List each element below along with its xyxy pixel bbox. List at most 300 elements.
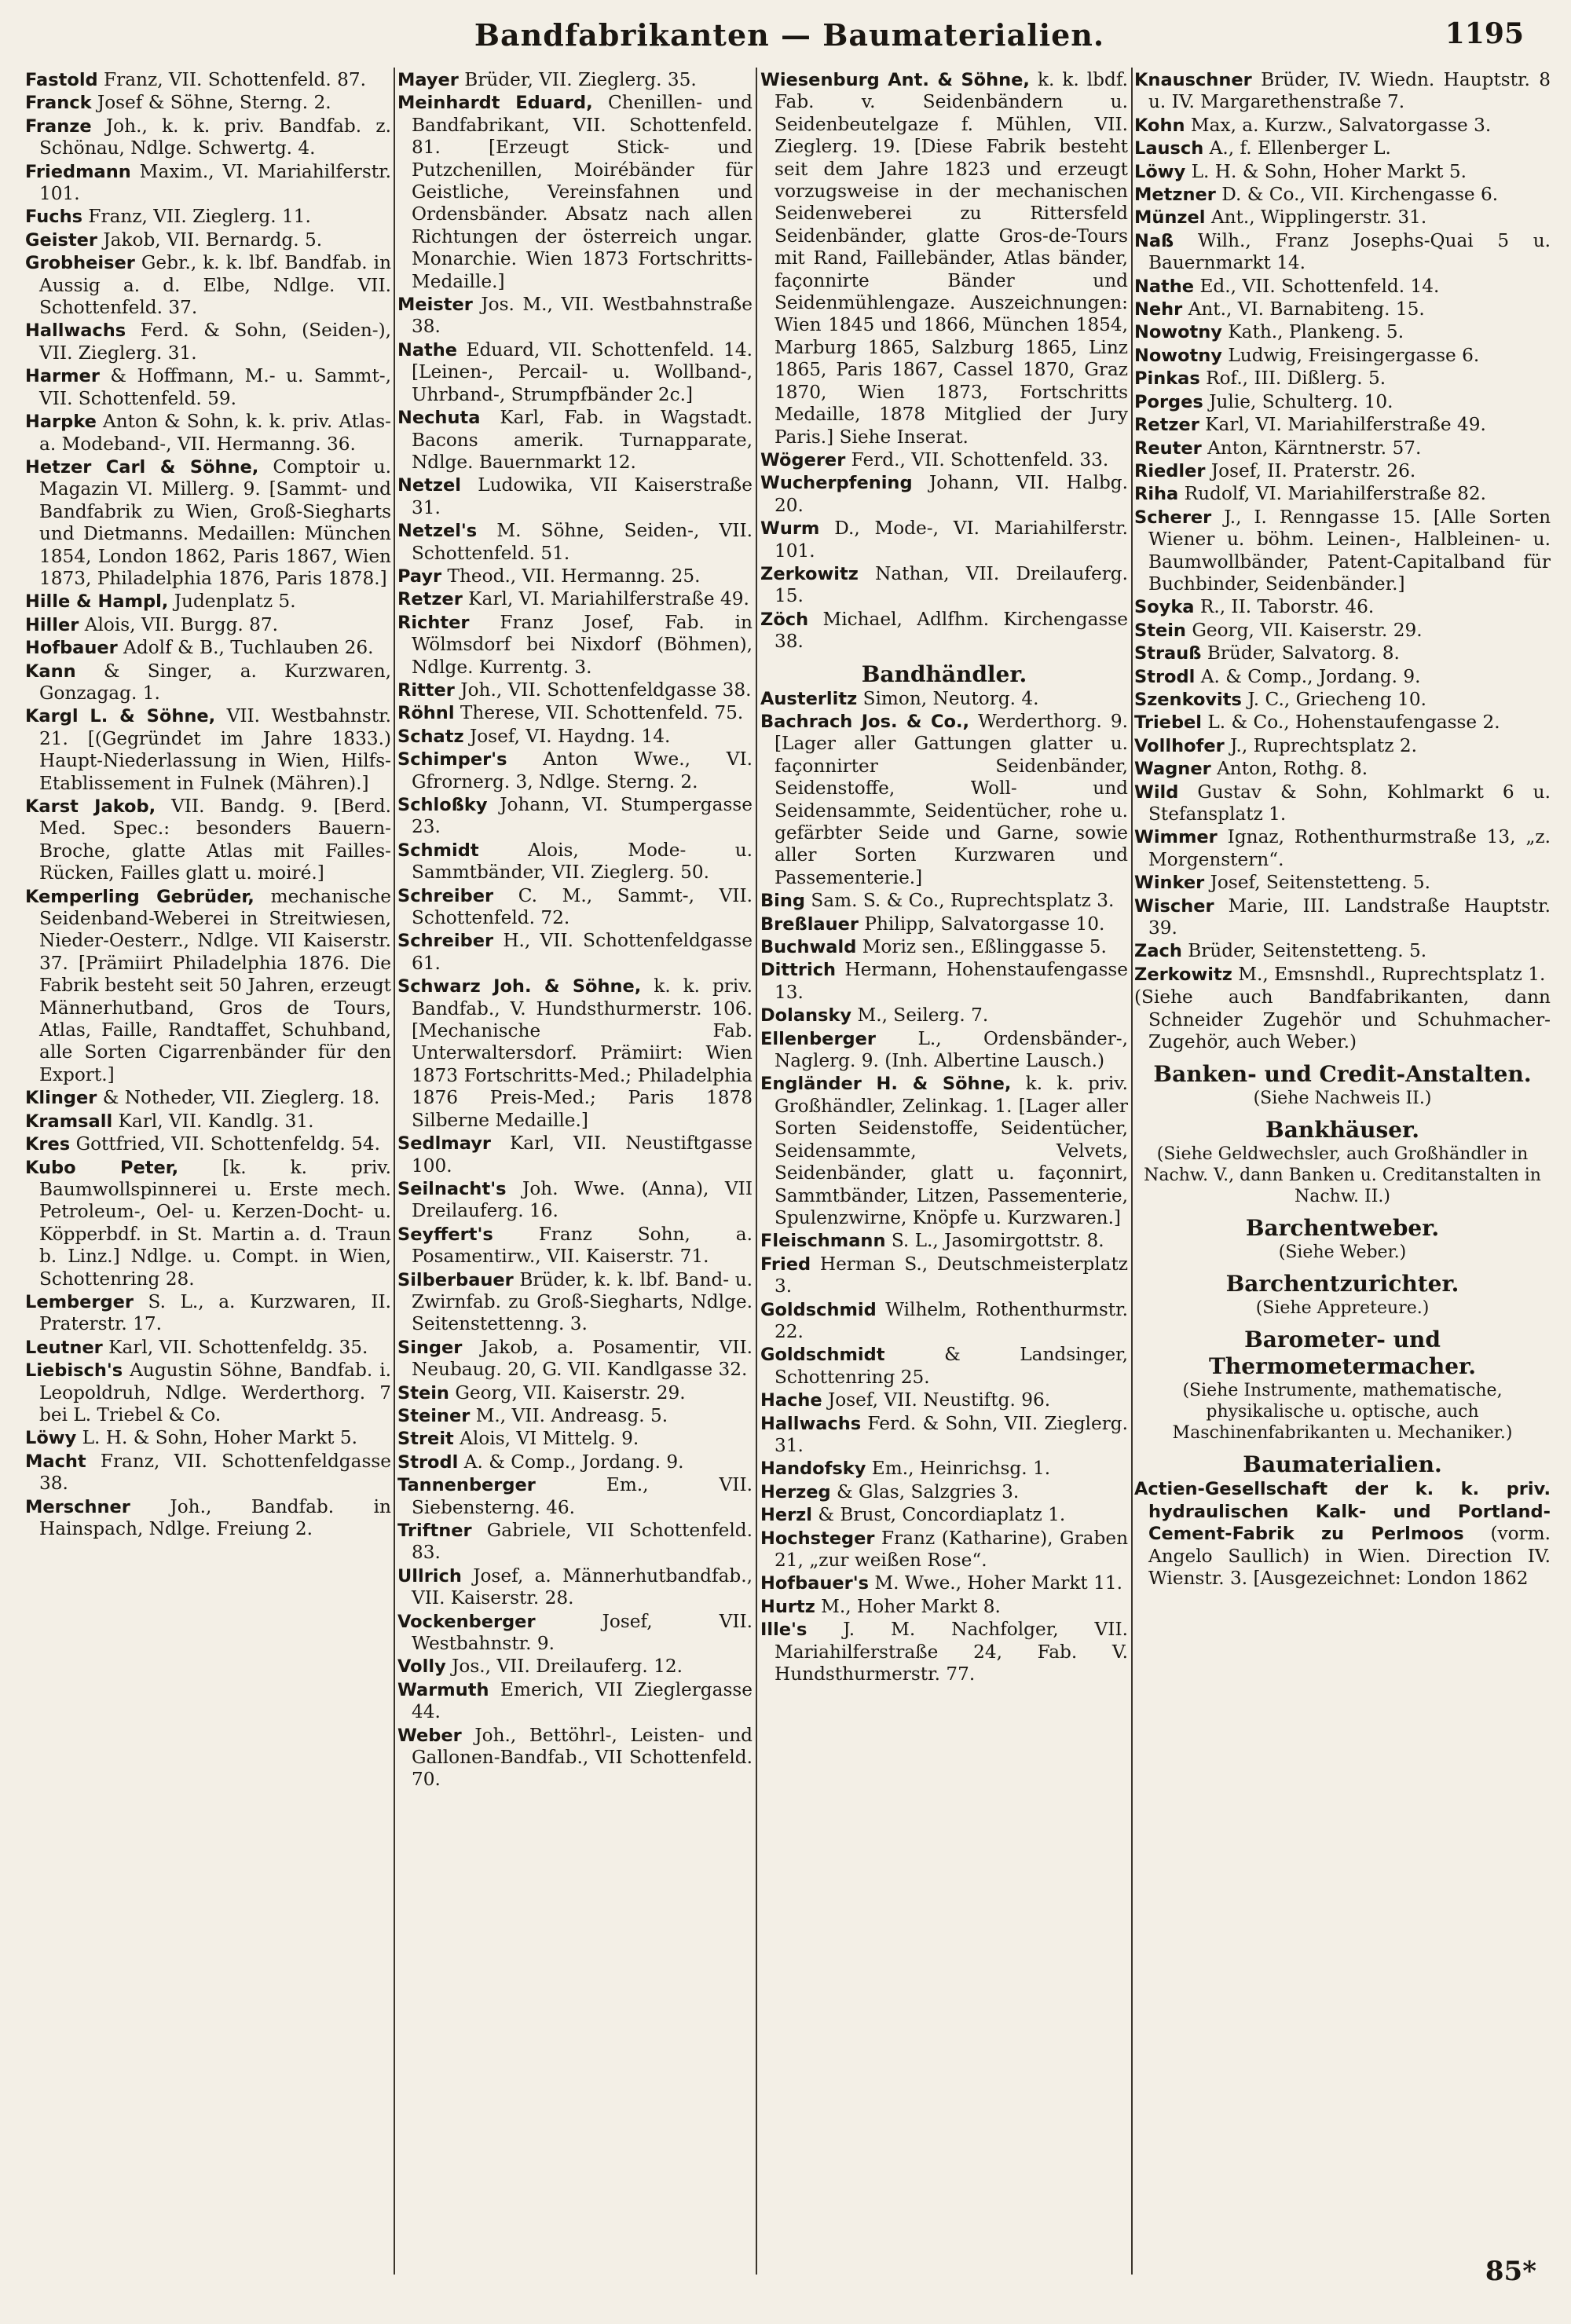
entry-name: Handofsky xyxy=(760,1458,866,1480)
entry-details: Ferd. & Sohn, (Seiden-), VII. Zieglerg. 31. xyxy=(39,320,391,364)
entry-name: Riha xyxy=(1134,484,1179,505)
column-1 xyxy=(25,69,391,2268)
directory-entry xyxy=(397,1474,753,1519)
entry-details: Rof., III. Dißlerg. 5. xyxy=(1206,368,1386,390)
entry-name: Schmidt xyxy=(397,840,479,861)
entry-details: M. Söhne, Seiden-, VII. Schottenfeld. 51. xyxy=(412,520,753,564)
entry-details: & Hoffmann, M.- u. Sammt-, VII. Schottenfeld. 59. xyxy=(39,365,391,409)
directory-entry xyxy=(397,1451,753,1473)
directory-entry xyxy=(25,637,391,659)
directory-entry xyxy=(760,1619,1128,1685)
directory-entry xyxy=(760,1572,1128,1594)
entry-details: VII. Bandg. 9. [Berd. Med. Spec.: besonders Bauern-Broche, glatte Atlas mit Failles-Rücken, Failles glatt u. moiré.] xyxy=(39,796,391,884)
entry-name: Silberbauer xyxy=(397,1269,514,1290)
entry-details: Franz Sohn, a. Posamentirw., VII. Kaiserstr. 71. xyxy=(412,1223,753,1268)
entry-name: Wögerer xyxy=(760,449,846,470)
entry-details: L. H. & Sohn, Hoher Markt 5. xyxy=(82,1427,357,1449)
entry-name: Nathe xyxy=(397,339,458,360)
entry-name: Kubo Peter, xyxy=(25,1157,179,1178)
entry-name: Strodl xyxy=(397,1451,459,1473)
entry-name: Singer xyxy=(397,1337,463,1358)
entry-details: & Notheder, VII. Zieglerg. 18. xyxy=(102,1087,380,1109)
directory-entry xyxy=(25,161,391,206)
section-heading: Barchentzurichter. xyxy=(1225,1271,1459,1297)
entry-details: Ludwig, Freisingergasse 6. xyxy=(1228,344,1480,366)
directory-entry xyxy=(397,1224,753,1268)
entry-name: Wild xyxy=(1134,781,1179,803)
directory-entry xyxy=(25,411,391,456)
directory-entry xyxy=(760,563,1128,608)
entry-name: Wimmer xyxy=(1134,827,1218,848)
entry-details: Joh., Bettöhrl-, Leisten- und Gallonen-Bandfab., VII Schottenfeld. 70. xyxy=(412,1724,753,1791)
entry-details: Therese, VII. Schottenfeld. 75. xyxy=(460,702,744,724)
entry-name: Hallwachs xyxy=(760,1413,862,1434)
directory-entry xyxy=(1134,368,1551,390)
entry-details: Anton, Rothg. 8. xyxy=(1217,758,1368,780)
entry-details: Ferd. & Sohn, VII. Zieglerg. 31. xyxy=(775,1412,1128,1456)
entry-details: M., VII. Andreasg. 5. xyxy=(475,1404,668,1426)
entry-name: Ritter xyxy=(397,679,455,701)
directory-entry xyxy=(1134,483,1551,505)
directory-entry xyxy=(397,294,753,339)
entry-details: k. k. lbdf. Fab. v. Seidenbändern u. Seidenbeutelgaze f. Mühlen, VII. Zieglerg. 19. [Diese Fabrik besteht seit dem Jahre 1823 und erzeugt vorzugsweise in der mechanischen Seidenweberei zu Rittersfeld Seidenbänder, glatte Gros-de-Tours mit Rand, Faillebänder, Atlas bänder, façonnirte Bänder und Seidenmühlengaze. Auszeichnungen: Wien 1845 und 1866, München 1854, Marburg 1865, Salzburg 1865, Linz 1865, Paris 1867, Cassel 1870, Graz 1870, Wien 1873, Fortschritts Medaille, 1878 Mitglied der Jury Paris.] Siehe Inserat. xyxy=(775,69,1128,448)
entry-details: Franz Josef, Fab. in Wölmsdorf bei Nixdorf (Böhmen), Ndlge. Kurrentg. 3. xyxy=(412,611,753,678)
directory-entry xyxy=(760,711,1128,889)
entry-details: Karl, Fab. in Wagstadt. Bacons amerik. Turnapparate, Ndlge. Bauernmarkt 12. xyxy=(412,407,753,473)
entry-name: Riedler xyxy=(1134,460,1206,481)
entry-details: Herman S., Deutschmeisterplatz 3. xyxy=(775,1253,1128,1297)
entry-details: Adolf & B., Tuchlauben 26. xyxy=(123,637,374,659)
directory-entry xyxy=(25,886,391,1087)
entry-details: Ed., VII. Schottenfeld. 14. xyxy=(1199,275,1440,297)
entry-name: Winker xyxy=(1134,873,1205,894)
directory-entry xyxy=(397,840,753,884)
entry-name: Scherer xyxy=(1134,507,1212,528)
entry-details: Georg, VII. Kaiserstr. 29. xyxy=(1192,619,1423,641)
directory-entry xyxy=(25,1111,391,1133)
entry-name: Pinkas xyxy=(1134,368,1200,390)
directory-entry xyxy=(760,1528,1128,1572)
entry-name: Meinhardt Eduard, xyxy=(397,93,593,114)
directory-entry xyxy=(1134,620,1551,642)
entry-details: Michael, Adlfhm. Kirchengasse 38. xyxy=(775,608,1128,653)
entry-name: Liebisch's xyxy=(25,1360,123,1382)
entry-details: M., Hoher Markt 8. xyxy=(821,1595,1001,1617)
directory-entry xyxy=(25,705,391,795)
entry-name: Triebel xyxy=(1134,712,1203,734)
directory-entry xyxy=(397,1679,753,1724)
entry-name: Zerkowitz xyxy=(760,563,859,584)
directory-entry xyxy=(1134,69,1551,114)
entry-details: Alois, VII. Burgg. 87. xyxy=(84,613,279,635)
entry-details: Karl, VII. Schottenfeldg. 35. xyxy=(108,1336,368,1358)
entry-details: L., Ordensbänder-, Naglerg. 9. (Inh. Albertine Lausch.) xyxy=(775,1027,1128,1072)
directory-entry xyxy=(760,1596,1128,1618)
entry-details: D. & Co., VII. Kirchengasse 6. xyxy=(1221,184,1499,206)
entry-name: Hetzer Carl & Söhne, xyxy=(25,456,259,478)
entry-name: Vockenberger xyxy=(397,1611,536,1632)
entry-name: Macht xyxy=(25,1451,86,1472)
entry-name: Dittrich xyxy=(760,960,837,981)
entry-details: Karl, VI. Mariahilferstraße 49. xyxy=(1205,414,1486,436)
entry-name: Mayer xyxy=(397,70,459,90)
entry-name: Leutner xyxy=(25,1337,103,1358)
directory-entry xyxy=(397,679,753,701)
entry-details: M., Seilerg. 7. xyxy=(857,1005,989,1027)
directory-entry xyxy=(760,688,1128,710)
entry-name: Goldschmid xyxy=(760,1299,877,1320)
directory-entry xyxy=(397,1520,753,1565)
entry-name: Actien-Gesellschaft der k. k. priv. hydraulischen Kalk- und Portland-Cement-Fabrik zu Perlmoos xyxy=(1134,1479,1551,1545)
entry-name: Zach xyxy=(1134,941,1182,962)
directory-entry xyxy=(25,614,391,636)
entry-name: Schatz xyxy=(397,726,464,747)
entry-name: Porges xyxy=(1134,391,1203,412)
entry-name: Szenkovits xyxy=(1134,689,1242,710)
entry-name: Breßlauer xyxy=(760,913,859,935)
entry-details: M., Emsnshdl., Ruprechtsplatz 1. xyxy=(1238,963,1546,985)
directory-entry xyxy=(1134,596,1551,618)
entry-name: Franck xyxy=(25,93,92,114)
entry-name: Dolansky xyxy=(760,1005,852,1027)
entry-details: Brüder, VII. Zieglerg. 35. xyxy=(464,69,697,90)
entry-name: Schreiber xyxy=(397,885,494,906)
entry-details: Franz, VII. Schottenfeld. 87. xyxy=(104,69,366,90)
entry-details: Augustin Söhne, Bandfab. i. Leopoldruh, Ndlge. Werderthorg. 7 bei L. Triebel & Co. xyxy=(39,1360,391,1426)
directory-entry xyxy=(1134,826,1551,871)
directory-entry xyxy=(1134,391,1551,413)
directory-entry xyxy=(1134,507,1551,596)
directory-entry xyxy=(25,661,391,705)
directory-entry xyxy=(1134,345,1551,367)
entry-details: Johann, VI. Stumpergasse 23. xyxy=(412,794,753,838)
directory-entry xyxy=(25,206,391,228)
directory-entry xyxy=(397,565,753,587)
entry-details: Franz (Katharine), Graben 21, „zur weißen Rose“. xyxy=(775,1527,1128,1571)
directory-entry xyxy=(760,959,1128,1004)
entry-name: Tannenberger xyxy=(397,1475,536,1496)
entry-name: Nechuta xyxy=(397,408,481,429)
entry-details: Joh. Wwe. (Anna), VII Dreilauferg. 16. xyxy=(412,1177,753,1222)
entry-name: Kann xyxy=(25,661,76,682)
entry-name: Wurm xyxy=(760,518,820,540)
entry-details: Joh., Bandfab. in Hainspach, Ndlge. Freiung 2. xyxy=(39,1495,391,1539)
entry-name: Metzner xyxy=(1134,185,1216,206)
directory-entry xyxy=(25,1133,391,1155)
entry-details: M. Wwe., Hoher Markt 11. xyxy=(874,1572,1122,1594)
directory-entry xyxy=(1134,964,1551,986)
entry-details: Brüder, k. k. lbf. Band- u. Zwirnfab. zu Groß-Siegharts, Ndlge. Seitenstettenng. 3. xyxy=(412,1268,753,1335)
entry-details: Philipp, Salvatorgasse 10. xyxy=(864,913,1105,935)
entry-details: Joh., k. k. priv. Bandfab. z. Schönau, Ndlge. Schwertg. 4. xyxy=(39,115,391,159)
directory-entry xyxy=(397,1565,753,1610)
entry-details: Marie, III. Landstraße Hauptstr. 39. xyxy=(1148,895,1551,939)
directory-entry xyxy=(397,1269,753,1336)
entry-details: Josef, Seitenstetteng. 5. xyxy=(1210,872,1430,894)
entry-name: Payr xyxy=(397,565,442,587)
entry-details: k. k. priv. Bandfab., V. Hundsthurmerstr. 106. [Mechanische Fab. Unterwaltersdorf. Prämiirt: Wien 1873 Fortschritts-Med.; Philadelphia 1876 Preis-Med.; Paris 1878 Silberne Medaille.] xyxy=(412,975,753,1131)
directory-entry xyxy=(25,796,391,885)
entry-details: J., I. Renngasse 15. [Alle Sorten Wiener u. böhm. Leinen-, Halbleinen- u. Baumwollbänder, Patent-Capitalband für Buchbinder, Seidenbänder.] xyxy=(1148,506,1551,595)
entry-name: Fried xyxy=(760,1253,811,1275)
entry-name: Kres xyxy=(25,1134,71,1155)
entry-name: Lemberger xyxy=(25,1291,134,1312)
entry-name: Geister xyxy=(25,229,97,251)
section-heading: Barchentweber. xyxy=(1245,1215,1440,1242)
directory-entry xyxy=(760,449,1128,471)
entry-name: Weber xyxy=(397,1725,462,1746)
entry-details: VII. Westbahnstr. 21. [(Gegründet im Jahre 1833.) Haupt-Niederlassung in Wien, Hilfs-Etablissement in Fulnek (Mähren).] xyxy=(39,705,391,794)
directory-entry xyxy=(1134,872,1551,894)
entry-details: J., Ruprechtsplatz 2. xyxy=(1230,734,1417,756)
entry-name: Bachrach Jos. & Co., xyxy=(760,711,970,732)
entry-details: A. & Comp., Jordang. 9. xyxy=(1200,665,1421,687)
directory-entry xyxy=(397,612,753,679)
entry-details: Eduard, VII. Schottenfeld. 14. [Leinen-, Percail- u. Wollband-, Uhrband-, Strumpfbänder 2c.] xyxy=(412,339,753,405)
directory-entry xyxy=(397,1133,753,1177)
directory-entry xyxy=(25,1360,391,1426)
directory-entry xyxy=(397,1725,753,1791)
directory-entry xyxy=(1134,207,1551,229)
entry-details: Franz, VII. Schottenfeldgasse 38. xyxy=(39,1450,391,1495)
column-rule xyxy=(1131,68,1133,2275)
directory-entry xyxy=(25,1087,391,1109)
entry-name: Hiller xyxy=(25,614,79,635)
directory-entry xyxy=(1134,1478,1551,1590)
directory-entry xyxy=(397,1405,753,1427)
entry-details: Josef, VII. Neustiftg. 96. xyxy=(828,1389,1051,1411)
entry-name: Strodl xyxy=(1134,666,1196,687)
directory-entry xyxy=(1134,298,1551,320)
entry-details: Gottfried, VII. Schottenfeldg. 54. xyxy=(75,1133,380,1155)
entry-details: Kath., Plankeng. 5. xyxy=(1228,321,1404,343)
entry-name: Fastold xyxy=(25,70,98,90)
entry-details: C. M., Sammt-, VII. Schottenfeld. 72. xyxy=(412,884,753,929)
entry-name: Röhnl xyxy=(397,703,455,724)
entry-details: Maxim., VI. Mariahilferstr. 101. xyxy=(39,160,391,205)
directory-entry xyxy=(25,252,391,319)
entry-details: Josef & Söhne, Sterng. 2. xyxy=(97,92,331,114)
entry-name: Ille's xyxy=(760,1619,807,1641)
entry-name: Streit xyxy=(397,1429,454,1450)
entry-name: Karst Jakob, xyxy=(25,796,156,817)
entry-details: Karl, VII. Kandlg. 31. xyxy=(118,1110,314,1132)
directory-entry xyxy=(25,1291,391,1336)
entry-name: Meister xyxy=(397,295,473,316)
entry-name: Nowotny xyxy=(1134,322,1222,343)
entry-name: Schloßky xyxy=(397,795,488,815)
directory-entry xyxy=(1134,642,1551,664)
directory-entry xyxy=(1134,161,1551,183)
directory-entry xyxy=(397,794,753,839)
directory-entry xyxy=(397,339,753,406)
entry-name: Schreiber xyxy=(397,931,494,952)
entry-details: Gabriele, VII Schottenfeld. 83. xyxy=(412,1520,753,1564)
entry-details: R., II. Taborstr. 46. xyxy=(1199,596,1375,618)
directory-entry xyxy=(760,913,1128,935)
column-rule xyxy=(756,68,757,2275)
entry-details: J. C., Griecheng 10. xyxy=(1247,688,1426,710)
directory-entry xyxy=(397,726,753,748)
directory-entry xyxy=(25,115,391,160)
directory-entry xyxy=(1134,689,1551,711)
directory-entry xyxy=(760,609,1128,653)
section-heading: Bankhäuser. xyxy=(1265,1117,1419,1144)
entry-details: L. H. & Sohn, Hoher Markt 5. xyxy=(1191,160,1467,182)
directory-entry xyxy=(1134,321,1551,343)
directory-entry xyxy=(25,365,391,410)
entry-name: Zerkowitz xyxy=(1134,964,1232,985)
directory-entry xyxy=(760,1299,1128,1344)
directory-entry xyxy=(25,69,391,91)
column-3 xyxy=(760,69,1128,2268)
directory-entry xyxy=(25,591,391,613)
directory-entry xyxy=(397,92,753,293)
entry-name: Bing xyxy=(760,891,805,912)
entry-details: Jakob, a. Posamentir, VII. Neubaug. 20, G. VII. Kandlgasse 32. xyxy=(412,1336,753,1381)
entry-name: Harmer xyxy=(25,366,100,387)
entry-details: L. & Co., Hohenstaufengasse 2. xyxy=(1207,712,1500,734)
entry-name: Naß xyxy=(1134,230,1174,251)
entry-details: Karl, VI. Mariahilferstraße 49. xyxy=(468,588,749,610)
directory-entry xyxy=(760,1073,1128,1229)
entry-name: Seyffert's xyxy=(397,1224,493,1245)
entry-name: Reuter xyxy=(1134,437,1202,459)
entry-details: Joh., VII. Schottenfeldgasse 38. xyxy=(460,679,752,701)
page-header xyxy=(24,17,1555,64)
directory-entry xyxy=(397,69,753,91)
entry-details: Josef, VII. Westbahnstr. 9. xyxy=(412,1610,753,1655)
directory-entry xyxy=(397,1178,753,1223)
entry-name: Triftner xyxy=(397,1521,472,1541)
entry-name: Volly xyxy=(397,1656,446,1678)
directory-entry xyxy=(1134,276,1551,298)
entry-name: Hofbauer's xyxy=(760,1573,870,1594)
entry-details: Ant., Wipplingerstr. 31. xyxy=(1210,207,1427,229)
directory-entry xyxy=(1134,437,1551,459)
directory-entry xyxy=(760,1230,1128,1252)
entry-name: Sedlmayr xyxy=(397,1133,491,1155)
directory-entry xyxy=(760,472,1128,517)
entry-details: Anton, Kärntnerstr. 57. xyxy=(1207,437,1422,459)
directory-entry xyxy=(397,975,753,1132)
entry-name: Ullrich xyxy=(397,1565,462,1587)
entry-name: Fuchs xyxy=(25,207,83,228)
entry-name: Seilnacht's xyxy=(397,1178,507,1199)
entry-name: Herzeg xyxy=(760,1481,831,1502)
directory-entry xyxy=(397,407,753,474)
entry-details: Werderthorg. 9. [Lager aller Gattungen glatter u. façonnirter Seidenbänder, Seidenstoffe, Woll- und Seidensammte, Seidentücher, rohe u. gefärbter Seide und Garne, sowie aller Sorten Kurzwaren und Passementerie.] xyxy=(775,710,1128,888)
cross-reference-note: (Siehe auch Bandfabrikanten, dann Schneider Zugehör und Schuhmacher-Zugehör, auch Weber.) xyxy=(1134,986,1551,1053)
directory-entry xyxy=(25,1496,391,1541)
page-number: 1195 xyxy=(1445,17,1524,50)
entry-details: Josef, VI. Haydng. 14. xyxy=(469,725,671,747)
entry-name: Wagner xyxy=(1134,759,1211,780)
entry-details: Nathan, VII. Dreilauferg. 15. xyxy=(775,562,1128,607)
directory-entry xyxy=(760,1253,1128,1298)
entry-details: k. k. priv. Großhändler, Zelinkag. 1. [Lager aller Sorten Seidenstoffe, Seidentücher, Seidensammte, Velvets, Seidenbänder, glatt u. façonnirt, Sammtbänder, Litzen, Passementerie, Spulenzwirne, Knöpfe u. Kurzwaren.] xyxy=(775,1073,1128,1228)
entry-name: Netzel's xyxy=(397,521,478,542)
entry-name: Friedmann xyxy=(25,161,131,182)
cross-reference-note: (Siehe Instrumente, mathematische, physikalische u. optische, auch Maschinenfabrikanten u. Mechaniker.) xyxy=(1172,1381,1513,1444)
entry-name: Strauß xyxy=(1134,643,1202,664)
directory-entry xyxy=(1134,895,1551,940)
entry-name: Hofbauer xyxy=(25,638,118,659)
section-heading: Baumaterialien. xyxy=(1243,1451,1442,1478)
entry-details: Brüder, IV. Wiedn. Hauptstr. 8 u. IV. Margarethenstraße 7. xyxy=(1148,69,1551,113)
entry-details: Jos., VII. Dreilauferg. 12. xyxy=(452,1656,683,1678)
section-heading: Banken- und Credit-Anstalten. xyxy=(1153,1061,1532,1088)
entry-details: Wilh., Franz Josephs-Quai 5 u. Bauernmarkt 14. xyxy=(1148,229,1551,274)
entry-name: Kargl L. & Söhne, xyxy=(25,706,216,727)
entry-name: Fleischmann xyxy=(760,1231,886,1252)
directory-entry xyxy=(397,1428,753,1450)
cross-reference-note: (Siehe Appreteure.) xyxy=(1255,1298,1430,1319)
directory-entry xyxy=(1134,735,1551,757)
entry-details: Brüder, Seitenstetteng. 5. xyxy=(1188,940,1427,962)
entry-details: Max, a. Kurzw., Salvatorgasse 3. xyxy=(1190,114,1492,136)
entry-details: Anton Wwe., VI. Gfrornerg. 3, Ndlge. Sterng. 2. xyxy=(412,748,753,792)
section-heading: Barometer- und Thermometermacher. xyxy=(1209,1327,1476,1380)
directory-entry xyxy=(760,1005,1128,1027)
directory-entry xyxy=(397,1382,753,1404)
signature-mark: 85* xyxy=(1485,2256,1536,2287)
entry-details: Judenplatz 5. xyxy=(174,591,296,613)
directory-entry xyxy=(397,885,753,930)
entry-name: Nowotny xyxy=(1134,345,1222,366)
entry-details: Gustav & Sohn, Kohlmarkt 6 u. Stefansplatz 1. xyxy=(1148,781,1551,825)
entry-name: Hallwachs xyxy=(25,320,126,342)
entry-details: Ignaz, Rothenthurmstraße 13, „z. Morgenstern“. xyxy=(1148,826,1551,870)
directory-entry xyxy=(397,930,753,975)
directory-entry xyxy=(760,1344,1128,1389)
directory-entry xyxy=(397,1611,753,1656)
directory-entry xyxy=(25,1451,391,1495)
entry-details: Alois, Mode- u. Sammtbänder, VII. Zieglerg. 50. xyxy=(412,839,753,884)
entry-name: Löwy xyxy=(1134,161,1186,182)
entry-name: Wischer xyxy=(1134,895,1214,917)
directory-entry xyxy=(397,1337,753,1382)
directory-entry xyxy=(397,520,753,565)
entry-name: Steiner xyxy=(397,1405,471,1426)
entry-details: & Brust, Concordiaplatz 1. xyxy=(818,1504,1066,1526)
entry-details: J. M. Nachfolger, VII. Mariahilferstraße 24, Fab. V. Hundsthurmerstr. 77. xyxy=(775,1619,1128,1685)
entry-name: Nehr xyxy=(1134,299,1183,320)
entry-name: Warmuth xyxy=(397,1679,489,1700)
directory-entry xyxy=(760,1389,1128,1411)
column-rule xyxy=(394,68,395,2275)
entry-details: A., f. Ellenberger L. xyxy=(1209,137,1391,159)
entry-name: Richter xyxy=(397,612,470,633)
directory-entry xyxy=(760,518,1128,562)
entry-details: D., Mode-, VI. Mariahilferstr. 101. xyxy=(775,518,1128,562)
directory-entry xyxy=(760,1504,1128,1526)
entry-details: Em., Heinrichsg. 1. xyxy=(871,1458,1051,1480)
entry-details: Anton & Sohn, k. k. priv. Atlas- a. Modeband-, VII. Hermanng. 36. xyxy=(39,411,391,455)
directory-entry xyxy=(25,229,391,251)
entry-details: Comptoir u. Magazin VI. Millerg. 9. [Sammt- und Bandfabrik zu Wien, Groß-Siegharts und Dietmanns. Medaillen: München 1854, London 1862, Paris 1867, Wien 1873, Philadelphia 1876, Paris 1878.] xyxy=(39,456,391,589)
entry-details: Emerich, VII Zieglergasse 44. xyxy=(412,1678,753,1723)
entry-name: Franze xyxy=(25,115,92,137)
entry-details: Simon, Neutorg. 4. xyxy=(862,687,1039,709)
directory-entry xyxy=(760,890,1128,912)
entry-name: Hille & Hampl, xyxy=(25,591,169,613)
directory-entry xyxy=(397,702,753,724)
entry-name: Netzel xyxy=(397,475,461,496)
entry-name: Löwy xyxy=(25,1428,77,1449)
entry-details: Josef, a. Männerhutbandfab., VII. Kaiserstr. 28. xyxy=(412,1565,753,1609)
entry-details: (vorm. Angelo Saullich) in Wien. Direction IV. Wienstr. 3. [Ausgezeichnet: London 1862 xyxy=(1148,1523,1551,1590)
